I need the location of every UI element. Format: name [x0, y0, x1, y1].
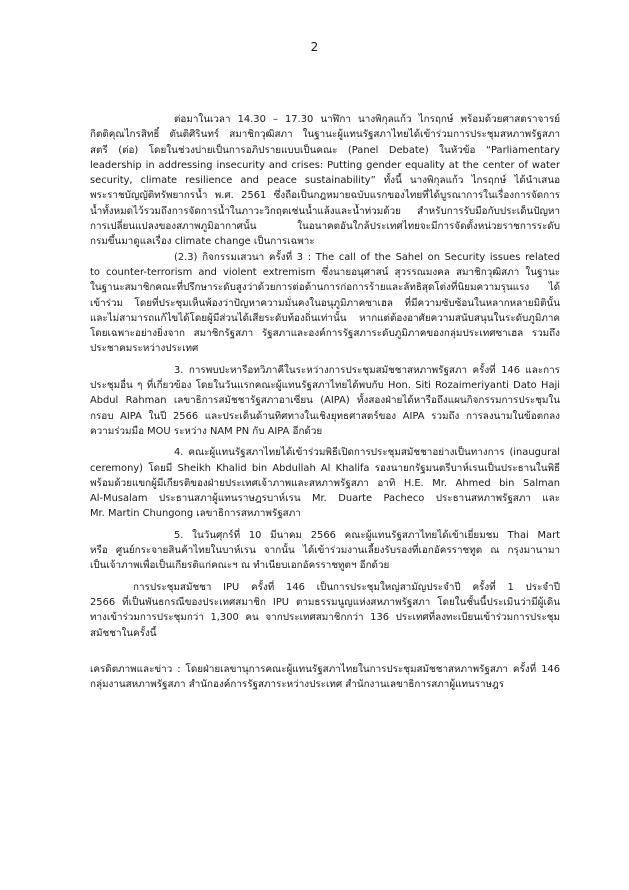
text-line: สมัชชาในครั้งนี้ — [90, 627, 157, 639]
document-body — [90, 112, 560, 692]
text-line: โดยเฉพาะอย่างยิ่งจาก สมาชิกรัฐสภา รัฐสภาและองค์การรัฐสภาระดับภูมิภาคของกลุ่มประเทศซาเฮล รวมถึง — [90, 328, 560, 340]
text-line: ประชาคมระหว่างประเทศ — [90, 343, 199, 355]
paragraph-assembly-summary — [90, 580, 560, 641]
text-line: หรือ ศูนย์กระจายสินค้าไทยในบาห์เรน จากนั้น ได้เข้าร่วมงานเลี้ยงรับรองที่เอกอัครราชทูต ณ กรุงมานามา — [90, 545, 560, 557]
text-line: กลุ่มงานสหภาพรัฐสภา สำนักองค์การรัฐสภาระหว่างประเทศ สำนักงานเลขาธิการสภาผู้แทนราษฎร — [90, 679, 505, 691]
text-line: Abdul Rahman เลขาธิการสมัชชารัฐสภาอาเซียน (AIPA) ทั้งสองฝ่ายได้หารือถึงแผนกิจกรรมการประชุมใน — [90, 395, 560, 407]
text-line: เป็นเจ้าภาพเพื่อเป็นเกียรติแก่คณะฯ ณ ทำเนียบเอกอัครราชทูตฯ อีกด้วย — [90, 560, 390, 572]
paragraph-bilateral-meetings — [90, 363, 560, 439]
text-line: กรอบ AIPA ในปี 2566 และประเด็นด้านทิศทางในเชิงยุทธศาสตร์ของ AIPA รวมถึง การลงนามในข้อตกลง — [90, 410, 560, 422]
text-line: 5. ในวันศุกร์ที่ 10 มีนาคม 2566 คณะผู้แทนรัฐสภาไทยได้เข้าเยี่ยมชม Thai Mart — [174, 529, 560, 541]
text-line: 4. คณะผู้แทนรัฐสภาไทยได้เข้าร่วมพิธีเปิดการประชุมสมัชชาอย่างเป็นทางการ (inaugural — [174, 447, 560, 459]
text-line: to counter-terrorism and violent extremism ซึ่งนายอนุศาสน์ สุวรรณมงคล สมาชิกวุฒิสภา ในฐานะ — [90, 266, 560, 278]
credits — [90, 662, 560, 693]
text-line: (2.3) กิจกรรมเสวนา ครั้งที่ 3 : The call of the Sahel on Security issues related — [174, 251, 560, 263]
text-line: security, climate resilience and peace sustainability” ทั้งนี้ นางพิกุลแก้ว ไกรฤกษ์ ได้นำเสนอ — [90, 175, 560, 187]
text-line: สตรี (ต่อ) โดยในช่วงบ่ายเป็นการอภิปรายแบบเป็นคณะ (Panel Debate) ในหัวข้อ “Parliamentary — [90, 144, 560, 156]
paragraph-inaugural-ceremony — [90, 445, 560, 521]
text-line: การเปลี่ยนแปลงของสภาพภูมิอากาศนั้น ในอนาคตอันใกล้ประเทศไทยจะมีการจัดตั้งหน่วยราชการระดับ — [90, 221, 560, 233]
text-line: กรมขึ้นมาดูแลเรื่อง climate change เป็นการเฉพาะ — [90, 236, 315, 248]
text-line: กิตติคุณไกรสิทธิ์ ตันติศิรินทร์ สมาชิกวุฒิสภา ในฐานะผู้แทนรัฐสภาไทยได้เข้าร่วมการประชุมสหภาพรัฐสภา — [90, 129, 560, 141]
text-line: น้ำทั้งหมดไว้รวมถึงการจัดการน้ำในภาวะวิกฤตเช่นน้ำแล้งและน้ำท่วมด้วย สำหรับการรับมือกับประเด็นปัญหา — [90, 205, 560, 217]
text-line: 3. การพบปะหารือทวิภาคีในระหว่างการประชุมสมัชชาสหภาพรัฐสภา ครั้งที่ 146 และการ — [174, 364, 560, 376]
text-line: และไม่สามารถแก้ไขได้โดยผู้มีส่วนได้เสียระดับท้องถิ่นเท่านั้น หากแต่ต้องอาศัยความสนับสนุนในระดับภูมิภาค — [90, 312, 560, 324]
text-line: ทางเข้าร่วมการประชุมกว่า 1,300 คน จากประเทศสมาชิกกว่า 136 ประเทศที่ลงทะเบียนเข้าร่วมการประชุม — [90, 612, 560, 624]
text-line: พระราชบัญญัติทรัพยากรน้ำ พ.ศ. 2561 ซึ่งถือเป็นกฎหมายฉบับแรกของไทยที่ได้บูรณาการในเรื่องการจัดการ — [90, 190, 560, 202]
page-number: 2 — [310, 40, 319, 54]
text-line: ในฐานะสมาชิกคณะที่ปรึกษาระดับสูงว่าด้วยการต่อต้านการก่อการร้ายและลัทธิสุดโต่งที่นิยมความรุนแรง ได้ — [90, 282, 560, 294]
text-line: leadership in addressing insecurity and crises: Putting gender equality at the center of water — [90, 159, 560, 171]
text-line: ประชุมอื่น ๆ ที่เกี่ยวข้อง โดยในวันแรกคณะผู้แทนรัฐสภาไทยได้พบกับ Hon. Siti Rozaimeriyanti Dato Haji — [90, 380, 560, 392]
text-line: การประชุมสมัชชา IPU ครั้งที่ 146 เป็นการประชุมใหญ่สามัญประจำปี ครั้งที่ 1 ประจำปี — [133, 581, 560, 593]
text-line: เครดิตภาพและข่าว : โดยฝ่ายเลขานุการคณะผู้แทนรัฐสภาไทยในการประชุมสมัชชาสหภาพรัฐสภา ครั้งที่ 146 — [90, 663, 560, 675]
paragraph-water-law — [90, 112, 560, 250]
text-line: ต่อมาในเวลา 14.30 – 17.30 นาฬิกา นางพิกุลแก้ว ไกรฤกษ์ พร้อมด้วยศาสตราจารย์ — [174, 114, 560, 125]
text-line: ceremony) โดยมี Sheikh Khalid bin Abdullah Al Khalifa รองนายกรัฐมนตรีบาห์เรนเป็นประธานในพิธี — [90, 462, 560, 474]
paragraph-thai-mart-visit — [90, 528, 560, 574]
text-line: ความร่วมมือ MOU ระหว่าง NAM PN กับ AIPA อีกด้วย — [90, 425, 323, 437]
paragraph-sahel-security — [90, 250, 560, 357]
text-line: เข้าร่วม โดยที่ประชุมเห็นพ้องว่าปัญหาความมั่นคงในอนุภูมิภาคซาเฮล ที่มีความซับซ้อนในหลากหลายมิตินั้น — [90, 297, 560, 309]
text-line: พร้อมด้วยแขกผู้มีเกียรติของฝ่ายประเทศเจ้าภาพและสหภาพรัฐสภา อาทิ H.E. Mr. Ahmed bin Salman — [90, 477, 560, 489]
text-line: 2566 ที่เป็นพันธกรณีของประเทศสมาชิก IPU ตามธรรมนูญแห่งสหภาพรัฐสภา โดยในชั้นนี้ประเมินว่ามีผู้เดิน — [90, 596, 560, 608]
text-line: Mr. Martin Chungong เลขาธิการสหภาพรัฐสภา — [90, 508, 301, 520]
text-line: Al-Musalam ประธานสภาผู้แทนราษฎรบาห์เรน Mr. Duarte Pacheco ประธานสหภาพรัฐสภา และ — [90, 493, 560, 505]
